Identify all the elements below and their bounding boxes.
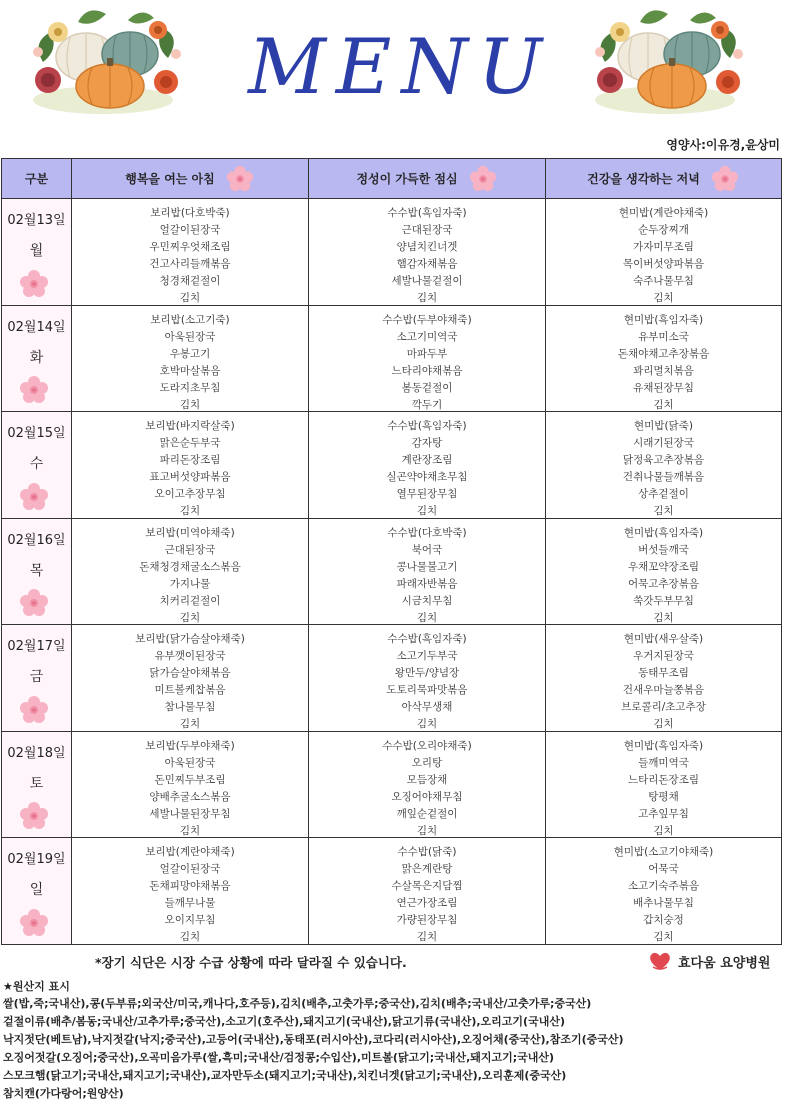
menu-item: 돈채야채고추장볶음 bbox=[617, 347, 710, 360]
menu-item: 실곤약야채초무침 bbox=[386, 471, 468, 483]
menu-item: 수수밥(두부야채죽) bbox=[382, 313, 472, 326]
menu-item: 맑은순두부국 bbox=[159, 437, 221, 449]
hospital-name: 효다움 요양병원 bbox=[678, 955, 771, 971]
menu-item: 깨잎순겉절이 bbox=[396, 807, 458, 820]
menu-item: 감자탕 bbox=[411, 437, 443, 449]
menu-item: 김치 bbox=[416, 505, 438, 516]
menu-item: 보리밥(다호박죽) bbox=[150, 207, 230, 219]
menu-item: 봄동겉절이 bbox=[401, 381, 453, 394]
menu-item: 유부미소국 bbox=[638, 330, 689, 343]
menu-item: 버섯들깨국 bbox=[638, 543, 689, 556]
breakfast-items bbox=[72, 412, 308, 516]
menu-item: 김치 bbox=[416, 718, 438, 729]
day-name: 목 bbox=[29, 562, 44, 579]
pink-flower-icon bbox=[19, 375, 49, 405]
lunch-items bbox=[309, 838, 545, 942]
origin-line: 스모크햄(닭고기;국내산,돼지고기;국내산),교자만두소(돼지고기;국내산),치킨너겟(닭고기;국내산),오리훈제(중국산) bbox=[3, 1069, 567, 1082]
day-date: 02월18일 bbox=[7, 745, 66, 761]
lunch-cell bbox=[309, 731, 546, 838]
menu-item: 동태무조림 bbox=[638, 667, 689, 679]
menu-item: 북어국 bbox=[411, 543, 443, 556]
day-cell bbox=[2, 199, 72, 306]
menu-item: 수수밥(다호박죽) bbox=[387, 526, 467, 539]
menu-item: 표고버섯양파볶음 bbox=[149, 471, 231, 483]
menu-item: 보리밥(바지락살죽) bbox=[145, 420, 235, 432]
dinner-items bbox=[546, 625, 781, 729]
breakfast-items bbox=[72, 199, 308, 303]
menu-item: 오이지무침 bbox=[164, 914, 216, 926]
menu-item: 숙주나물무침 bbox=[633, 275, 694, 287]
menu-item: 오징어야채무침 bbox=[391, 790, 463, 803]
menu-item: 시금치무침 bbox=[401, 594, 453, 607]
menu-row bbox=[2, 305, 782, 412]
menu-item: 소고기두부국 bbox=[396, 650, 458, 662]
menu-item: 보리밥(닭가슴살야채죽) bbox=[135, 633, 245, 645]
menu-item: 소고기미역국 bbox=[396, 330, 458, 343]
menu-item: 우봉고기 bbox=[169, 347, 211, 360]
header-dinner: 건강을 생각하는 저녁 bbox=[546, 159, 782, 199]
origin-line: 쌀(밥,죽;국내산),콩(두부류;외국산/미국,캐나다,호주등),김치(배추,고춧가루;중국산),김치(배추;국내산/고춧가루;중국산) bbox=[3, 997, 592, 1010]
menu-item: 아욱된장국 bbox=[164, 330, 216, 343]
menu-item: 느타리돈장조림 bbox=[627, 773, 699, 786]
pink-flower-icon bbox=[19, 908, 49, 938]
menu-item: 현미밥(흑임자죽) bbox=[623, 526, 704, 539]
menu-item: 호박마살볶음 bbox=[159, 364, 221, 377]
menu-item: 김치 bbox=[179, 398, 201, 410]
menu-item: 수수밥(흑임자죽) bbox=[387, 633, 467, 645]
breakfast-cell bbox=[72, 305, 309, 412]
pink-flower-icon bbox=[19, 588, 49, 618]
day-date: 02월15일 bbox=[7, 426, 66, 441]
menu-item: 돈민찌두부조림 bbox=[154, 773, 226, 786]
pink-flower-icon bbox=[225, 165, 255, 193]
menu-item: 아삭무생채 bbox=[401, 701, 453, 713]
menu-item: 왕만두/양념장 bbox=[394, 667, 460, 679]
menu-item: 오리탕 bbox=[411, 756, 443, 769]
dinner-cell bbox=[546, 838, 782, 945]
day-name: 금 bbox=[29, 669, 44, 685]
dinner-cell bbox=[546, 412, 782, 519]
menu-item: 현미밥(닭죽) bbox=[634, 420, 693, 432]
menu-notice: *장기 식단은 시장 수급 상황에 따라 달라질 수 있습니다. bbox=[95, 955, 407, 970]
menu-item: 치커리겉절이 bbox=[159, 594, 221, 607]
menu-item: 김치 bbox=[653, 824, 674, 836]
menu-item: 들깨무나물 bbox=[164, 897, 216, 909]
menu-item: 현미밥(새우살죽) bbox=[623, 633, 704, 645]
pink-flower-icon bbox=[19, 269, 49, 299]
menu-item: 보리밥(두부야채죽) bbox=[145, 739, 235, 752]
menu-item: 돈채청경채굴소스볶음 bbox=[139, 560, 241, 573]
lunch-items bbox=[309, 625, 545, 729]
breakfast-items bbox=[72, 306, 308, 410]
lunch-items bbox=[309, 306, 545, 410]
day-date: 02월19일 bbox=[7, 852, 66, 867]
menu-item: 김치 bbox=[653, 931, 674, 942]
menu-item: 수살목은지담찜 bbox=[391, 880, 463, 892]
day-date: 02월14일 bbox=[7, 319, 66, 335]
menu-item: 마파두부 bbox=[406, 347, 448, 360]
menu-item: 현미밥(소고기야채죽) bbox=[613, 846, 714, 858]
menu-item: 보리밥(미역야채죽) bbox=[145, 526, 235, 539]
menu-item: 도토리묵파맛볶음 bbox=[386, 684, 468, 696]
menu-item: 수수밥(오리야채죽) bbox=[382, 739, 472, 752]
menu-item: 우거지된장국 bbox=[633, 650, 694, 662]
menu-item: 갑치숭정 bbox=[643, 914, 684, 926]
menu-item: 보리밥(계란야채죽) bbox=[145, 846, 235, 858]
menu-item: 얼갈이된장국 bbox=[159, 863, 221, 875]
page-title: MENU bbox=[248, 22, 552, 111]
menu-item: 근대된장국 bbox=[164, 543, 216, 556]
menu-table bbox=[1, 158, 782, 945]
menu-item: 유부깻이된장국 bbox=[154, 650, 226, 662]
menu-item: 계란장조림 bbox=[401, 454, 453, 466]
day-cell bbox=[2, 625, 72, 732]
day-name: 토 bbox=[29, 775, 44, 792]
menu-item: 도라지초무침 bbox=[159, 381, 221, 394]
lunch-cell bbox=[309, 518, 546, 625]
menu-item: 연근가장조림 bbox=[396, 897, 458, 909]
menu-item: 닭정육고추장볶음 bbox=[622, 454, 705, 466]
lunch-items bbox=[309, 732, 545, 836]
lunch-items bbox=[309, 199, 545, 303]
menu-item: 세발나물된장무침 bbox=[149, 807, 231, 820]
day-cell bbox=[2, 731, 72, 838]
day-cell bbox=[2, 838, 72, 945]
dinner-items bbox=[546, 519, 781, 623]
menu-item: 파래자반볶음 bbox=[396, 577, 458, 590]
breakfast-cell bbox=[72, 731, 309, 838]
day-name: 화 bbox=[29, 349, 44, 366]
day-cell bbox=[2, 305, 72, 412]
menu-item: 미트볼케찹볶음 bbox=[154, 684, 226, 696]
menu-item: 돈채피망야채볶음 bbox=[149, 880, 231, 892]
menu-item: 어묵국 bbox=[648, 863, 679, 875]
menu-item: 햄감자채볶음 bbox=[396, 258, 458, 270]
dinner-cell bbox=[546, 518, 782, 625]
menu-item: 순두장찌개 bbox=[638, 224, 689, 236]
origin-line: 오징어젓갈(오징어;중국산),오곡미음가루(쌀,흑미;국내산/검정콩;수입산),미트볼(닭고기;국내산,돼지고기;국내산) bbox=[3, 1051, 555, 1064]
menu-item: 양배추굴소스볶음 bbox=[149, 790, 231, 803]
menu-item: 현미밥(흑임자죽) bbox=[623, 739, 704, 752]
menu-item: 고추잎무침 bbox=[638, 807, 689, 820]
menu-item: 김치 bbox=[653, 292, 674, 303]
origin-line: 참치캔(가다랑어;원양산) bbox=[3, 1087, 124, 1100]
menu-item: 들깨미역국 bbox=[638, 756, 689, 769]
breakfast-cell bbox=[72, 199, 309, 306]
menu-row bbox=[2, 838, 782, 945]
table-header-row bbox=[2, 159, 782, 199]
breakfast-cell bbox=[72, 625, 309, 732]
menu-item: 목이버섯양파볶음 bbox=[622, 258, 705, 270]
origin-line: 겉절이류(배추/봄동;국내산/고추가루;중국산),소고기(호주산),돼지고기(국내산),닭고기류(국내산),오리고기(국내산) bbox=[3, 1015, 565, 1028]
dinner-cell bbox=[546, 731, 782, 838]
menu-item: 김치 bbox=[179, 611, 201, 623]
menu-item: 김치 bbox=[416, 292, 438, 303]
day-cell bbox=[2, 518, 72, 625]
menu-item: 맑은계란탕 bbox=[401, 863, 453, 875]
menu-item: 김치 bbox=[179, 718, 201, 729]
menu-item: 양념치킨너겟 bbox=[396, 241, 458, 253]
day-name: 일 bbox=[29, 882, 44, 898]
day-cell bbox=[2, 412, 72, 519]
menu-item: 세발나물겉절이 bbox=[391, 275, 463, 287]
lunch-cell bbox=[309, 305, 546, 412]
menu-item: 현미밥(흑임자죽) bbox=[623, 313, 704, 326]
pink-flower-icon bbox=[710, 165, 740, 193]
menu-item: 꽈리멸치볶음 bbox=[633, 364, 694, 377]
lunch-cell bbox=[309, 412, 546, 519]
menu-item: 가량된장무침 bbox=[396, 914, 458, 926]
breakfast-items bbox=[72, 838, 308, 942]
menu-item: 수수밥(닭죽) bbox=[397, 846, 457, 858]
pink-flower-icon bbox=[19, 695, 49, 725]
menu-item: 느타리야채볶음 bbox=[391, 364, 463, 377]
menu-item: 콩나물불고기 bbox=[396, 560, 458, 573]
menu-item: 쑥갓두부무침 bbox=[633, 594, 694, 607]
menu-item: 우채꼬약장조림 bbox=[627, 560, 699, 573]
origin-title: ★원산지 표시 bbox=[3, 980, 70, 993]
breakfast-cell bbox=[72, 412, 309, 519]
menu-row bbox=[2, 412, 782, 519]
dinner-items bbox=[546, 732, 781, 836]
lunch-cell bbox=[309, 838, 546, 945]
origin-section bbox=[3, 978, 798, 1103]
menu-item: 김치 bbox=[653, 611, 674, 623]
header-lunch: 정성이 가득한 점심 bbox=[309, 159, 546, 199]
dinner-cell bbox=[546, 305, 782, 412]
menu-item: 우민찌우엇채조림 bbox=[149, 241, 231, 253]
pink-flower-icon bbox=[468, 165, 498, 193]
menu-item: 건새우마늘쫑볶음 bbox=[622, 684, 705, 696]
day-name: 수 bbox=[29, 456, 44, 472]
menu-item: 김치 bbox=[416, 611, 438, 623]
menu-item: 현미밥(계란야채죽) bbox=[618, 207, 709, 219]
menu-item: 모듬장채 bbox=[406, 773, 448, 786]
dinner-items bbox=[546, 838, 781, 942]
menu-item: 김치 bbox=[653, 398, 674, 410]
menu-item: 보리밥(소고기죽) bbox=[150, 313, 230, 326]
menu-item: 오이고추장무침 bbox=[154, 488, 226, 500]
menu-item: 건취나물들깨볶음 bbox=[622, 471, 705, 483]
menu-item: 청경채겉절이 bbox=[159, 275, 221, 287]
menu-item: 파리돈장조림 bbox=[159, 454, 221, 466]
menu-item: 수수밥(흑임자죽) bbox=[387, 420, 467, 432]
menu-item: 김치 bbox=[416, 931, 438, 942]
menu-item: 얼갈이된장국 bbox=[159, 224, 221, 236]
breakfast-cell bbox=[72, 838, 309, 945]
menu-row bbox=[2, 518, 782, 625]
lunch-items bbox=[309, 412, 545, 516]
breakfast-items bbox=[72, 625, 308, 729]
menu-item: 아욱된장국 bbox=[164, 756, 216, 769]
menu-item: 시래기된장국 bbox=[633, 437, 694, 449]
day-name: 월 bbox=[29, 243, 44, 259]
page-header bbox=[0, 0, 800, 155]
header-category: 구분 bbox=[2, 159, 72, 199]
pumpkin-flower-bouquet-icon bbox=[580, 2, 750, 127]
heart-logo-icon bbox=[648, 950, 672, 972]
menu-row bbox=[2, 731, 782, 838]
menu-item: 소고기숙주볶음 bbox=[627, 880, 699, 892]
menu-item: 어묵고추장볶음 bbox=[627, 577, 699, 590]
menu-item: 건고사리들깨볶음 bbox=[149, 258, 231, 270]
menu-item: 브로콜리/초고추장 bbox=[621, 701, 706, 713]
dietitian-label: 영양사:이유경,윤상미 bbox=[666, 138, 780, 152]
lunch-items bbox=[309, 519, 545, 623]
menu-item: 김치 bbox=[179, 505, 201, 516]
breakfast-items bbox=[72, 519, 308, 623]
menu-item: 김치 bbox=[653, 505, 674, 516]
menu-item: 김치 bbox=[653, 718, 674, 729]
breakfast-items bbox=[72, 732, 308, 836]
lunch-cell bbox=[309, 625, 546, 732]
menu-item: 김치 bbox=[179, 292, 201, 303]
menu-item: 상추겉절이 bbox=[638, 488, 689, 500]
hospital-brand bbox=[648, 950, 770, 972]
menu-item: 닭가슴살야채볶음 bbox=[149, 667, 231, 679]
pink-flower-icon bbox=[19, 482, 49, 512]
menu-item: 참나물무침 bbox=[164, 701, 216, 713]
menu-row bbox=[2, 625, 782, 732]
menu-item: 배추나물무침 bbox=[633, 897, 694, 909]
dinner-items bbox=[546, 412, 781, 516]
day-date: 02월17일 bbox=[7, 639, 66, 654]
menu-item: 김치 bbox=[416, 824, 438, 836]
dinner-items bbox=[546, 199, 781, 303]
day-date: 02월13일 bbox=[7, 213, 66, 228]
menu-item: 열무된장무침 bbox=[396, 488, 458, 500]
pink-flower-icon bbox=[19, 801, 49, 831]
dinner-cell bbox=[546, 625, 782, 732]
menu-item: 김치 bbox=[179, 824, 201, 836]
menu-item: 가자미무조림 bbox=[633, 241, 694, 253]
menu-item: 김치 bbox=[179, 931, 201, 942]
lunch-cell bbox=[309, 199, 546, 306]
dinner-items bbox=[546, 306, 781, 410]
menu-item: 유채된장무침 bbox=[633, 381, 694, 394]
menu-item: 수수밥(흑임자죽) bbox=[387, 207, 467, 219]
menu-item: 근대된장국 bbox=[401, 224, 453, 236]
header-breakfast: 행복을 여는 아침 bbox=[72, 159, 309, 199]
menu-item: 깍두기 bbox=[411, 398, 443, 410]
breakfast-cell bbox=[72, 518, 309, 625]
menu-item: 가지나물 bbox=[169, 577, 211, 590]
menu-item: 탕평채 bbox=[648, 790, 679, 803]
origin-line: 낙지젓단(베트남),낙지젓갈(낙지;중국산),고등어(국내산),동태포(러시아산),코다리(러시아산),오징어채(중국산),참조기(중국산) bbox=[3, 1033, 624, 1046]
day-date: 02월16일 bbox=[7, 532, 66, 548]
menu-row bbox=[2, 199, 782, 306]
dinner-cell bbox=[546, 199, 782, 306]
